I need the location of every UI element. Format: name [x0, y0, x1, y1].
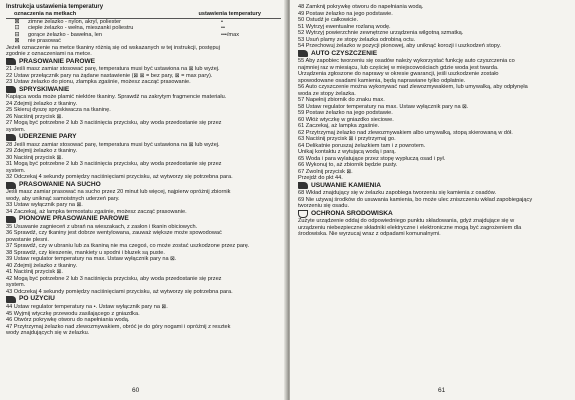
- text-line: 27 Mogą być potrzebne 2 lub 3 naciśnięcia przycisku, aby woda przedostanie się przez: [6, 120, 222, 127]
- fabric-care-icon: ⊡: [14, 25, 20, 31]
- text-line: zgodnie z oznaczeniami na metce.: [6, 51, 92, 57]
- page-left-content: [6, 4, 281, 337]
- text-line: 63 Naciśnij przycisk ⊠ i przytrzymaj go.: [298, 136, 396, 143]
- text-line: woda ze stopy żelazka.: [298, 90, 356, 97]
- text-line: 55 Aby zapobiec tworzeniu się osadów należy wykorzystać funkcję auto czyszczenia co: [298, 58, 515, 65]
- section-descaling: [298, 182, 571, 191]
- text-line: powstanie plesni.: [6, 236, 49, 243]
- page-right: [290, 0, 575, 400]
- text-line: 54 Przechowuj żelazko w pozycji pionowej, aby uniknąć korozji i uszkodzeń stopy.: [298, 43, 501, 49]
- section-spraying: [6, 86, 281, 95]
- text-line: 38 Sprawdź, czy kieszenie, mankiety u spodni i bluzek są puste.: [6, 249, 165, 256]
- text-line: 22 Ustaw przełącznik pary na żądane nastawienie (⊠ ⊠ = bez pary, ⊠ = max pary).: [6, 72, 213, 79]
- text-line: 23 Ustaw żelazko do pionu, zlampka zgaśnie, możesz zacząć prasowanie.: [6, 79, 191, 86]
- text-line: 46 Otwórz pokrywkę otworu do napełniania wodą.: [6, 317, 130, 324]
- after-use-text: [6, 304, 281, 337]
- text-line: 43 Odczekaj 4 sekundy pomiędzy naciśnięciami przycisku, aż wytworzy się potrzebna para.: [6, 288, 233, 295]
- section-title: AUTO CZYSZCZENIE: [311, 49, 378, 57]
- temperature-setting: •: [221, 18, 223, 25]
- text-line: 45 Wyjmij wtyczkę przewodu zasilającego z gniazdka.: [6, 310, 140, 317]
- text-line: 21 Jeśli masz zamiar stosować parę, temperatura musi być ustawiona na ⊠ lub wyżej.: [6, 66, 220, 73]
- text-line: 30 Naciśnij przycisk ⊠.: [6, 154, 63, 161]
- section-steam-burst: [6, 133, 281, 142]
- text-line: 52 Wytrzyj powierzchnie zewnętrzne urządzenia wilgotną szmatką.: [298, 30, 464, 36]
- text-line: Przejdź do pkt 44.: [298, 175, 343, 182]
- text-line: 49 Postaw żelazko na jego podstawie.: [298, 10, 393, 17]
- text-line: Urządzenia zgłoszone do naprawy w okresie gwarancji, jeśli uszkodzenie zostało: [298, 71, 499, 78]
- steam-ironing-text: [6, 66, 281, 86]
- text-line: 47 Przytrzymaj żelazko nad zlewozmywakiem, obróć je do góry nogami i opróżnij z resztek: [6, 323, 231, 330]
- section-title: PRASOWANIE PAROWE: [19, 57, 96, 65]
- temperature-title: Instrukcja ustawienia temperatury: [6, 4, 104, 10]
- text-line: Unikaj kontaktu z wytującą wodą i parą.: [298, 149, 396, 156]
- vertical-steam-text: [6, 224, 281, 296]
- text-line: 59 Postaw żelazko na jego podstawie.: [298, 110, 393, 117]
- fabric-care-icon: ⊠: [14, 18, 20, 25]
- text-line: system.: [6, 126, 26, 133]
- text-line: Kapiąca woda może plamić niektóre tkaniny. Sprawdź na zakrytym fragmencie materiału.: [6, 94, 227, 101]
- text-line: 25 Skieruj dyszę spryskiwacza na tkaninę.: [6, 107, 111, 114]
- fabric-care-icon: ⊟: [14, 31, 20, 38]
- self-clean-icon: [298, 50, 308, 57]
- section-vertical-steam: [6, 215, 281, 224]
- text-line: 28 Jeśli masz zamiar stosować parę, temperatura musi być ustawiona na ⊠ lub wyżej.: [6, 141, 220, 148]
- spray-icon: [6, 86, 16, 93]
- section-steam-ironing: [6, 58, 281, 67]
- page-number: 61: [438, 387, 446, 394]
- text-line: 50 Ostudź je całkowicie.: [298, 17, 359, 23]
- text-line: wody znajdujących się w żelazku.: [6, 330, 90, 337]
- text-line: 40 Zdejmij żelazko z tkaniny.: [6, 262, 78, 269]
- text-line: tworzeniu się osadu.: [298, 203, 349, 210]
- text-line: 53 Usuń plamy ze stopy żelazka odrobiną octu.: [298, 36, 416, 43]
- text-line: 39 Ustaw regulator temperatury na max. Ustaw wyłącznik pary na ⊠.: [6, 256, 177, 263]
- text-line: Zużyte urządzenie oddaj do odpowiedniego punktu składowania, gdyż znajdujące się w: [298, 218, 515, 225]
- text-line: Jeśli masz zamiar prasować na sucho przez 20 minut lub więcej, najpierw opróżnij zbiornik: [6, 189, 231, 196]
- text-line: system.: [6, 282, 26, 289]
- section-title: PO UŻYCIU: [19, 295, 55, 303]
- steam-iron-icon: [6, 58, 16, 65]
- text-line: 60 Włóż wtyczkę w gniazdko sieciowe.: [298, 116, 394, 123]
- section-environment: [298, 210, 571, 219]
- page-right-content: [298, 4, 571, 238]
- fabric-type: nie prasować: [28, 38, 61, 44]
- environment-text: [298, 218, 571, 238]
- dry-iron-icon: [6, 182, 16, 189]
- text-line: 37 Sprawdź, czy w ubraniu lub za tkaniną nie ma czegoś, co może zostać uszkodzone przez parę.: [6, 243, 250, 250]
- section-title: SPRYSKIWANIE: [19, 85, 70, 93]
- text-line: najmniej raz w miesiącu, lub częściej w miejscowościach gdzie woda jest twarda.: [298, 64, 499, 71]
- text-line: 66 Wykonuj to, aż zbiornik będzie pusty.: [298, 162, 398, 169]
- temperature-table-header: [6, 11, 281, 19]
- vertical-steam-icon: [6, 216, 16, 223]
- spraying-text: [6, 94, 281, 133]
- page-left: [0, 0, 286, 400]
- text-line: 64 Delikatnie poruszaj żelazkiem tam i z powrotem.: [298, 142, 426, 149]
- text-line: 33 Ustaw wyłącznik pary na ⊠.: [6, 202, 83, 209]
- text-line: 65 Woda i para wylatujące przez stopę wypłuczą osad i pył.: [298, 155, 446, 162]
- temperature-setting: ••: [221, 25, 225, 31]
- text-line: 57 Napełnij zbiornik do znaku max.: [298, 97, 385, 104]
- page-number: 60: [132, 387, 140, 394]
- text-line: 24 Zdejmij żelazko z tkaniny.: [6, 100, 78, 107]
- fabric-type: gorące żelazko - bawełna, len: [28, 31, 103, 38]
- section-title: USUWANIE KAMIENIA: [311, 181, 381, 189]
- text-line: 61 Zaczekaj, aż lampka zgaśnie.: [298, 123, 380, 130]
- text-line: 36 Sprawdź, czy tkaniny jest dobrze wentylowana, zauważ większe może spowodować: [6, 230, 222, 237]
- text-line: 34 Zaczekaj, aż lampka termostatu zgaśnie, możesz zacząć prasowanie.: [6, 208, 187, 215]
- text-line: 42 Mogą być potrzebne 2 lub 3 naciśnięcia przycisku, aby woda przedostanie się przez: [6, 275, 222, 282]
- text-line: 69 Nie używaj środków do usuwania kamienia, bo może ulec zniszczeniu wkład zapobiegający: [298, 196, 533, 203]
- steam-burst-text: [6, 142, 281, 181]
- intro-note: [6, 45, 281, 58]
- descaling-text: [298, 190, 571, 210]
- section-self-clean: [298, 50, 571, 59]
- temperature-setting: •••/max: [221, 31, 239, 38]
- text-line: 35 Usuwanie zagnieceń z ubrań na wieszakach, z zasłon i tkanin obiciowych.: [6, 223, 198, 230]
- text-line: urządzeniu niebezpieczne składniki elektryczne i elektroniczne mogą być zagrożeniem dla: [298, 224, 522, 231]
- table-header-settings: ustawienia temperatury: [198, 11, 261, 17]
- temperature-setting: [221, 38, 281, 45]
- recycle-bin-icon: [298, 210, 308, 218]
- text-line: 56 Auto czyszczenie można wykonywać nad zlewozmywakiem, lub umywalką, aby odpłynęła: [298, 84, 528, 91]
- text-line: 44 Ustaw regulator temperatury na •. Ustaw wyłącznik pary na ⊠.: [6, 304, 168, 311]
- text-line: wody, aby uniknąć samoistnych uderzeń pary.: [6, 195, 120, 202]
- text-line: 26 Naciśnij przycisk ⊠.: [6, 113, 63, 120]
- text-line: 41 Naciśnij przycisk ⊠.: [6, 269, 63, 276]
- text-line: środowiska. Nie wyrzucaj wraz z odpadami komunalnymi.: [298, 231, 441, 238]
- text-line: 67 Zwolnij przycisk ⊠.: [298, 168, 353, 175]
- section-dry-ironing: [6, 181, 281, 190]
- fabric-type: zimne żelazko - nylon, akryl, poliester: [28, 18, 121, 25]
- after-use-continued: [298, 4, 571, 50]
- text-line: 29 Zdejmij żelazko z tkaniny.: [6, 148, 78, 155]
- self-clean-text: [298, 58, 571, 182]
- after-use-icon: [6, 296, 16, 303]
- section-title: OCHRONA ŚRODOWISKA: [311, 209, 393, 217]
- table-row: [6, 38, 281, 45]
- fabric-care-icon: ⊠: [14, 38, 20, 44]
- table-header-labels: oznaczenia na metkach: [14, 11, 77, 17]
- text-line: system.: [6, 167, 26, 174]
- section-after-use: [6, 295, 281, 304]
- text-line: 31 Mogą być potrzebne 2 lub 3 naciśnięcia przycisku, aby woda przedostanie się przez: [6, 161, 222, 168]
- fabric-type: ciepłe żelazko - wełna, mieszanki poliestru: [28, 25, 134, 31]
- section-title: PRASOWANIE NA SUCHO: [19, 180, 101, 188]
- text-line: spowodowane osadami kamienia, będą naprawiane tylko odpłatnie.: [298, 77, 466, 84]
- descaling-icon: [298, 182, 308, 189]
- text-line: 32 Odczekaj 4 sekundy pomiędzy naciśnięciami przycisku, aż wytworzy się potrzebna para.: [6, 174, 233, 181]
- text-line: 48 Zamknij pokrywkę otworu do napełniania wodą.: [298, 4, 424, 10]
- section-title: PIONOWE PRASOWANIE PAROWE: [19, 215, 129, 223]
- text-line: 68 Wkład znajdujący się w żelazku zapobiega tworzeniu się kamienia z osadów.: [298, 190, 497, 197]
- temperature-table: [6, 19, 281, 45]
- section-title: UDERZENIE PARY: [19, 133, 77, 141]
- steam-burst-icon: [6, 134, 16, 141]
- text-line: Jeżeli oznaczenie na metce tkaniny różnią się od wskazanych w tej instrukcji, postępuj: [6, 44, 220, 51]
- text-line: 51 Wytrzyj ewentualne rozlaną wodę.: [298, 23, 391, 30]
- dry-ironing-text: [6, 189, 281, 215]
- text-line: 62 Przytrzymaj żelazko nad zlewozmywakiem albo umywalką, stopą skierowaną w dół.: [298, 129, 513, 136]
- text-line: 58 Ustaw regulator temperatury na max. Ustaw wyłącznik pary na ⊠.: [298, 103, 469, 110]
